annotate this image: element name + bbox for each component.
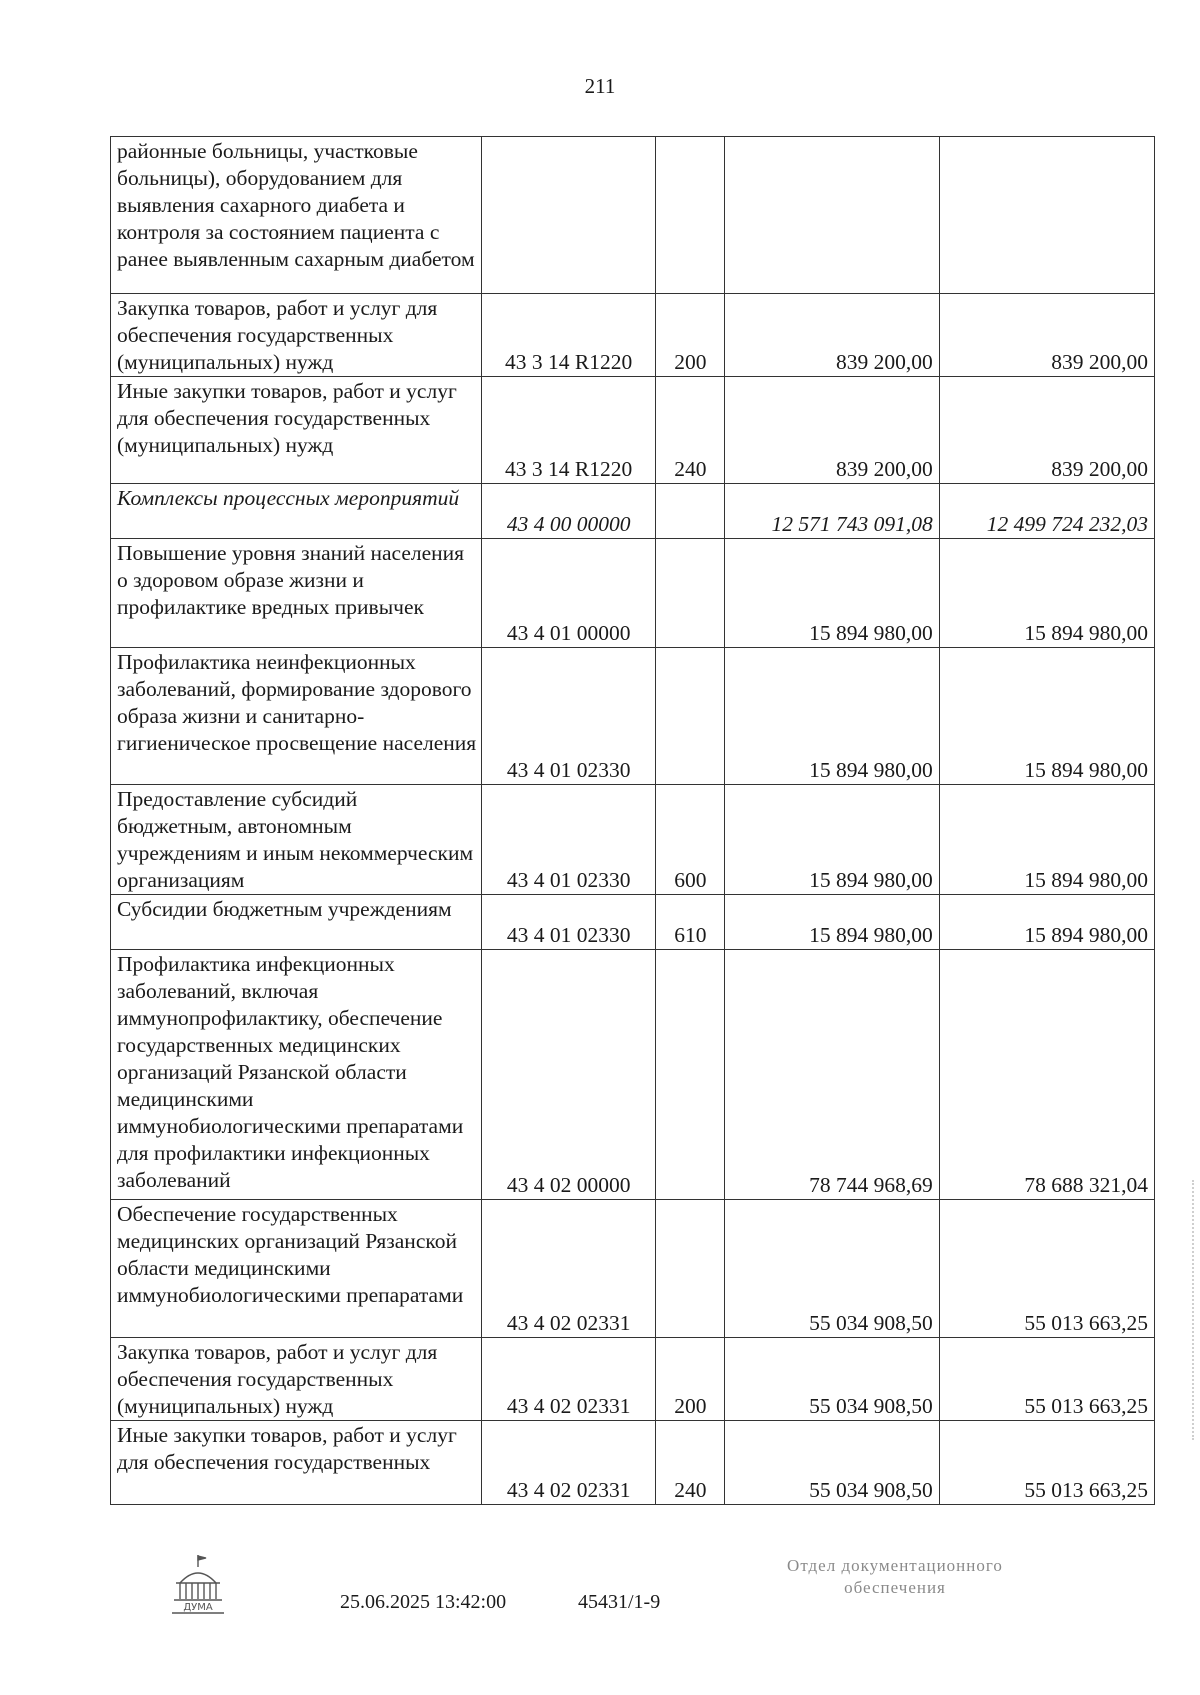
row-code-cell: 43 4 02 02331	[482, 1338, 656, 1421]
duma-building-icon	[170, 1553, 226, 1617]
row-vr-cell	[656, 1200, 725, 1338]
row-sum2-cell: 12 499 724 232,03	[939, 484, 1154, 539]
table-row	[111, 1200, 1155, 1338]
row-sum1-cell: 15 894 980,00	[725, 648, 939, 785]
row-sum1-cell: 78 744 968,69	[725, 950, 939, 1200]
row-vr-cell: 240	[656, 1421, 725, 1505]
row-sum2-cell: 15 894 980,00	[939, 785, 1154, 895]
row-name-cell: Комплексы процессных мероприятий	[111, 484, 482, 539]
table-row	[111, 1338, 1155, 1421]
row-sum2-cell: 55 013 663,25	[939, 1338, 1154, 1421]
row-sum2-cell: 839 200,00	[939, 294, 1154, 377]
row-code-cell: 43 4 01 02330	[482, 895, 656, 950]
stamp-line-2: обеспечения	[844, 1578, 946, 1597]
row-sum1-cell: 839 200,00	[725, 294, 939, 377]
row-name-cell: Иные закупки товаров, работ и услуг для обеспечения государственных	[111, 1421, 482, 1505]
row-sum2-cell: 15 894 980,00	[939, 895, 1154, 950]
row-sum1-cell: 15 894 980,00	[725, 895, 939, 950]
row-vr-cell	[656, 648, 725, 785]
row-sum2-cell: 78 688 321,04	[939, 950, 1154, 1200]
svg-text:ДУМА: ДУМА	[183, 1602, 213, 1613]
footer-datetime: 25.06.2025 13:42:00	[340, 1591, 507, 1613]
row-sum2-cell: 55 013 663,25	[939, 1200, 1154, 1338]
table-row	[111, 895, 1155, 950]
row-name-cell: Обеспечение государственных медицинских организаций Рязанской области медицинскими иммунобиологическими препаратами	[111, 1200, 482, 1338]
table-row	[111, 785, 1155, 895]
row-vr-cell	[656, 950, 725, 1200]
row-code-cell: 43 4 01 02330	[482, 785, 656, 895]
table-row	[111, 294, 1155, 377]
row-sum1-cell	[725, 137, 939, 294]
row-vr-cell: 200	[656, 294, 725, 377]
row-sum1-cell: 55 034 908,50	[725, 1200, 939, 1338]
scan-margin-marks	[1188, 1180, 1194, 1440]
row-name-cell: районные больницы, участковые больницы), оборудованием для выявления сахарного диабета и контроля за состоянием пациента с ранее выявленным сахарным диабетом	[111, 137, 482, 294]
table-row	[111, 950, 1155, 1200]
row-sum2-cell: 839 200,00	[939, 377, 1154, 484]
row-vr-cell	[656, 539, 725, 648]
row-sum1-cell: 839 200,00	[725, 377, 939, 484]
footer-doc-number: 45431/1-9	[578, 1591, 661, 1613]
stamp-line-1: Отдел документационного	[787, 1556, 1003, 1575]
row-vr-cell: 600	[656, 785, 725, 895]
row-code-cell: 43 4 02 00000	[482, 950, 656, 1200]
row-sum1-cell: 55 034 908,50	[725, 1338, 939, 1421]
department-stamp	[730, 1555, 1060, 1599]
row-name-cell: Профилактика инфекционных заболеваний, включая иммунопрофилактику, обеспечение государственных медицинских организаций Рязанской области медицинскими иммунобиологическими препаратами для профилактики инфекционных заболеваний	[111, 950, 482, 1200]
row-code-cell: 43 4 00 00000	[482, 484, 656, 539]
budget-table	[110, 136, 1155, 1505]
row-name-cell: Повышение уровня знаний населения о здоровом образе жизни и профилактике вредных привычек	[111, 539, 482, 648]
row-code-cell: 43 3 14 R1220	[482, 294, 656, 377]
row-sum1-cell: 55 034 908,50	[725, 1421, 939, 1505]
table-row	[111, 377, 1155, 484]
row-sum2-cell: 15 894 980,00	[939, 648, 1154, 785]
row-sum2-cell: 55 013 663,25	[939, 1421, 1154, 1505]
row-vr-cell	[656, 484, 725, 539]
row-name-cell: Предоставление субсидий бюджетным, автономным учреждениям и иным некоммерческим организациям	[111, 785, 482, 895]
row-code-cell: 43 4 01 00000	[482, 539, 656, 648]
table-row	[111, 539, 1155, 648]
row-name-cell: Иные закупки товаров, работ и услуг для обеспечения государственных (муниципальных) нужд	[111, 377, 482, 484]
row-name-cell: Закупка товаров, работ и услуг для обеспечения государственных (муниципальных) нужд	[111, 1338, 482, 1421]
row-sum1-cell: 15 894 980,00	[725, 785, 939, 895]
row-vr-cell	[656, 137, 725, 294]
row-sum2-cell	[939, 137, 1154, 294]
table-row	[111, 1421, 1155, 1505]
page-footer	[0, 1545, 1200, 1665]
row-name-cell: Субсидии бюджетным учреждениям	[111, 895, 482, 950]
row-code-cell: 43 4 01 02330	[482, 648, 656, 785]
table-row	[111, 648, 1155, 785]
table-row	[111, 137, 1155, 294]
row-code-cell: 43 4 02 02331	[482, 1200, 656, 1338]
row-sum1-cell: 12 571 743 091,08	[725, 484, 939, 539]
row-sum1-cell: 15 894 980,00	[725, 539, 939, 648]
row-name-cell: Закупка товаров, работ и услуг для обеспечения государственных (муниципальных) нужд	[111, 294, 482, 377]
table-row	[111, 484, 1155, 539]
row-code-cell	[482, 137, 656, 294]
row-vr-cell: 240	[656, 377, 725, 484]
row-sum2-cell: 15 894 980,00	[939, 539, 1154, 648]
row-code-cell: 43 3 14 R1220	[482, 377, 656, 484]
row-vr-cell: 610	[656, 895, 725, 950]
row-name-cell: Профилактика неинфекционных заболеваний, формирование здорового образа жизни и санитарно-гигиеническое просвещение населения	[111, 648, 482, 785]
page-number: 211	[584, 74, 616, 98]
row-vr-cell: 200	[656, 1338, 725, 1421]
row-code-cell: 43 4 02 02331	[482, 1421, 656, 1505]
